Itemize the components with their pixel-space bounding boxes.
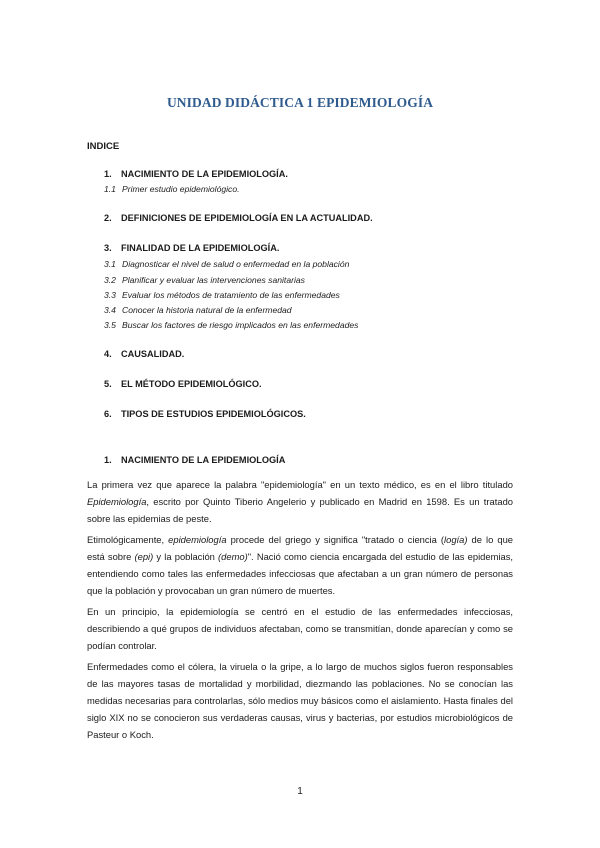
toc-subitem-3-4: 3.4 Conocer la historia natural de la enfermedad — [104, 305, 292, 315]
toc-subitem-3-5: 3.5 Buscar los factores de riesgo implicados en las enfermedades — [104, 320, 359, 330]
index-heading: INDICE — [87, 141, 120, 152]
toc-item-1: 1. NACIMIENTO DE LA EPIDEMIOLOGÍA. — [104, 169, 288, 179]
paragraph-3: En un principio, la epidemiología se centró en el estudio de las enfermedades infecciosas, describiendo a qué grupos de individuos afectaban, como se transmitían, donde aparecían y como se podían controlar. — [87, 606, 513, 651]
paragraph-1: La primera vez que aparece la palabra "epidemiología" en un texto médico, es en el libro titulado Epidemiología, escrito por Quinto Tiberio Angelerio y publicado en Madrid en 1598. Es un tratado sobre las epidemias de peste. — [87, 479, 513, 524]
toc-item-2: 2. DEFINICIONES DE EPIDEMIOLOGÍA EN LA ACTUALIDAD. — [104, 213, 373, 223]
toc-item-3: 3. FINALIDAD DE LA EPIDEMIOLOGÍA. — [104, 243, 280, 253]
toc-subitem-3-1: 3.1 Diagnosticar el nivel de salud o enfermedad en la población — [104, 259, 350, 269]
toc-subitem-3-2: 3.2 Planificar y evaluar las intervenciones sanitarias — [104, 275, 305, 285]
toc-item-4: 4. CAUSALIDAD. — [104, 349, 185, 359]
page-title: UNIDAD DIDÁCTICA 1 EPIDEMIOLOGÍA — [166, 95, 434, 110]
section-heading-1: 1. NACIMIENTO DE LA EPIDEMIOLOGÍA — [104, 455, 286, 465]
paragraph-4: Enfermedades como el cólera, la viruela o la gripe, a lo largo de muchos siglos fueron responsables de las mayores tasas de mortalidad y morbilidad, diezmando las poblaciones. No se conocían las medidas necesarias para controlarlas, sólo medios muy básicos como el aislamiento. Hasta finales del siglo XIX no se conocieron sus verdaderas causas, virus y bacterias, por estudios microbiológicos de Pasteur o Koch. — [87, 661, 513, 740]
paragraph-2: Etimológicamente, epidemiología procede del griego y significa "tratado o ciencia (logía) de lo que está sobre (epi) y la población (demo)". Nació como ciencia encargada del estudio de las epidemias, entendiendo como tales las enfermedades infecciosas que afectaban a un gran número de personas que la población y provocaban un gran número de muertes. — [87, 534, 513, 596]
toc-subitem-3-3: 3.3 Evaluar los métodos de tratamiento de las enfermedades — [104, 290, 340, 300]
toc-item-5: 5. EL MÉTODO EPIDEMIOLÓGICO. — [104, 379, 262, 389]
page-number: 1 — [297, 786, 303, 797]
toc-subitem-1-1: 1.1 Primer estudio epidemiológico. — [104, 184, 240, 194]
toc-item-6: 6. TIPOS DE ESTUDIOS EPIDEMIOLÓGICOS. — [104, 409, 306, 419]
